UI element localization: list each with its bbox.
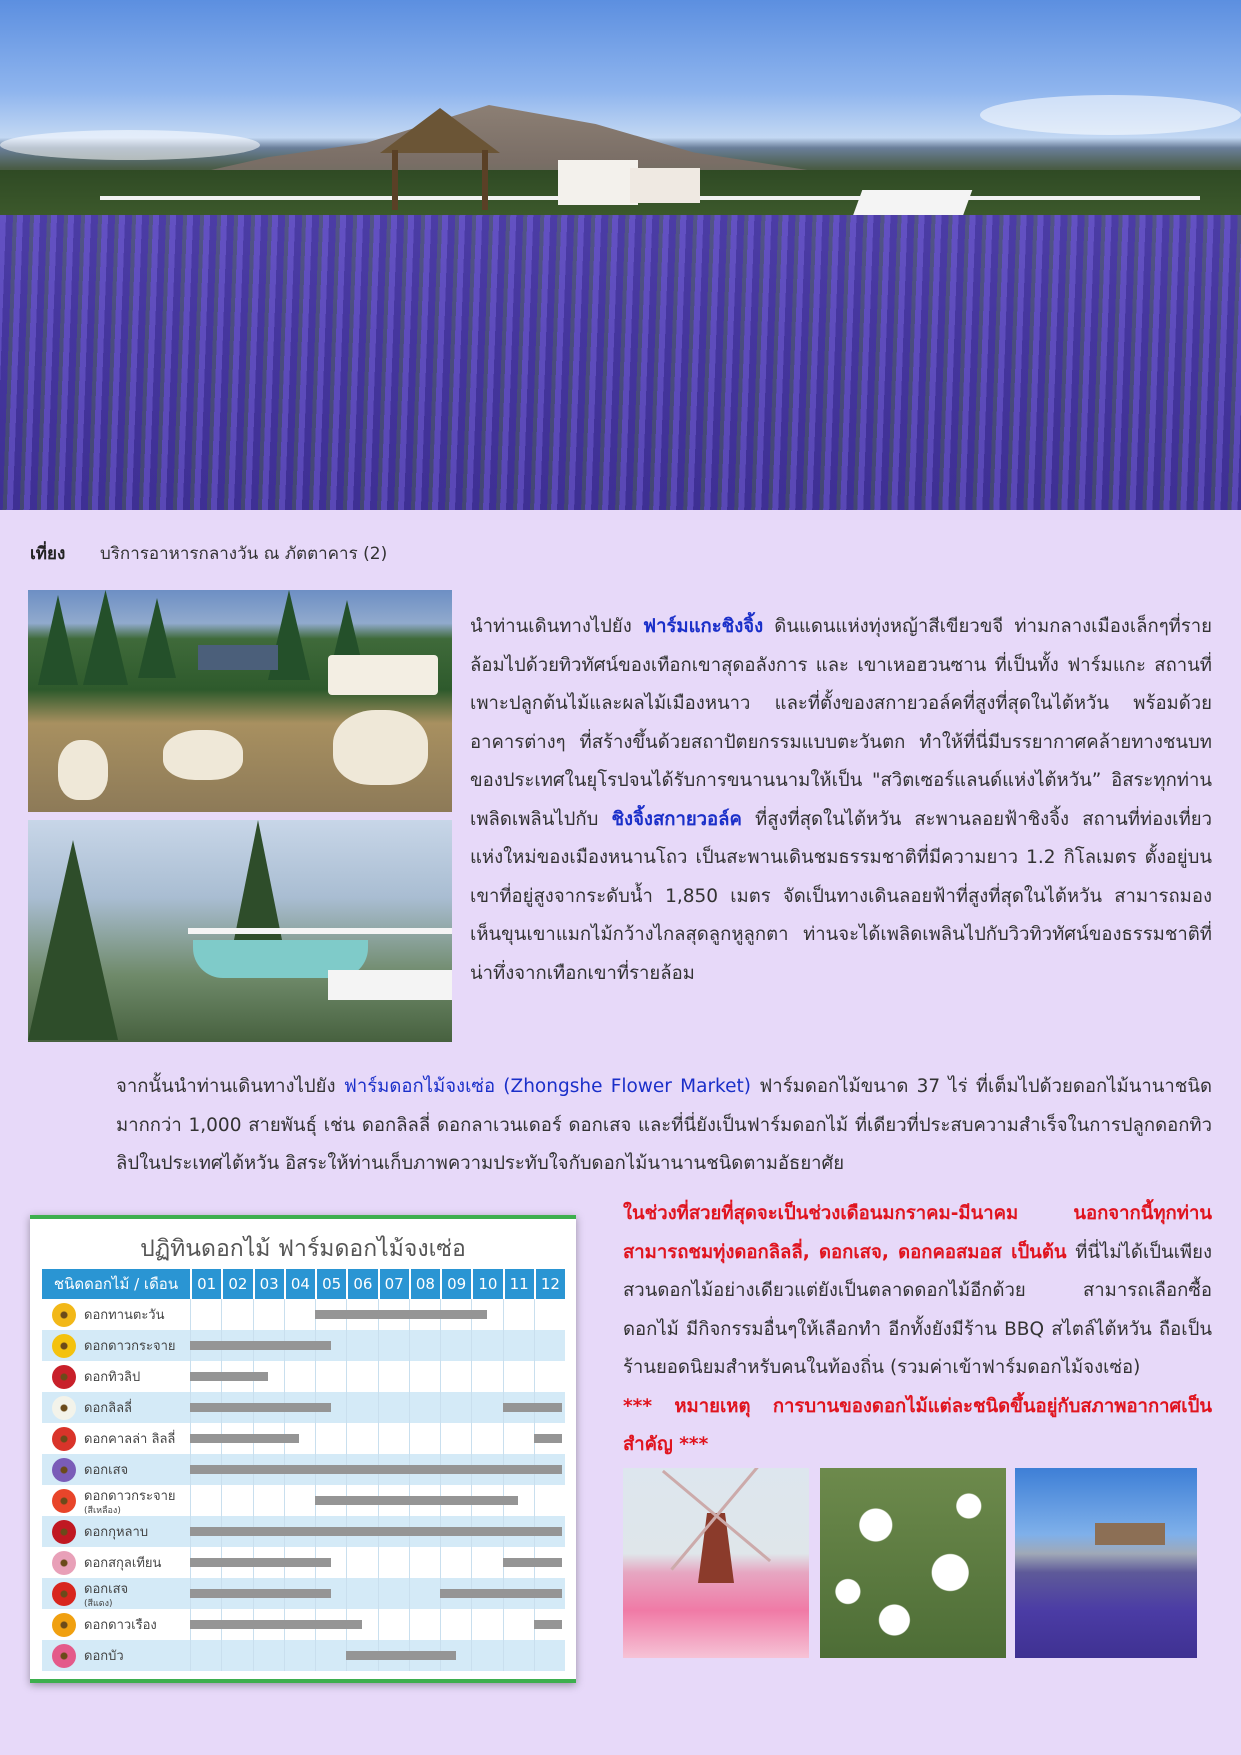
flower-name-label: ดอกทานตะวัน bbox=[84, 1308, 165, 1323]
flower-icon bbox=[52, 1458, 76, 1482]
month-cell bbox=[409, 1361, 440, 1392]
carousel bbox=[328, 655, 438, 695]
month-cells bbox=[190, 1392, 565, 1423]
windmill-lily-photo bbox=[623, 1468, 809, 1658]
month-cell bbox=[346, 1361, 377, 1392]
calendar-grid bbox=[42, 1269, 565, 1671]
bloom-bar bbox=[190, 1434, 299, 1443]
bloom-bar bbox=[534, 1620, 562, 1629]
paragraph-season bbox=[623, 1195, 1212, 1465]
month-cell bbox=[471, 1423, 502, 1454]
para1-text: ดินแดนแห่งทุ่งหญ้าสีเขียวขจี ท่ามกลางเมืองเล็กๆที่รายล้อมไปด้วยทิวทัศน์ของเทือกเขาสุดอลังการ และ เขาเหอฮวนซาน ที่เป็นทั้ง ฟาร์มแกะ สถานที่เพาะปลูกต้นไม้และผลไม้เมืองหนาว และที่ตั้งของสกายวอล์คที่สูงที่สุดในไต้หวัน พร้อมด้วยอาคารต่างๆ ที่สร้างขึ้นด้วยสถาปัตยกรรมแบบตะวันตก ทำให้ที่นี่มีบรรยากาศคล้ายทางชนบทของประเทศในยุโรปจนได้รับการขนานนามให้เป็น "สวิตเซอร์แลนด์แห่งไต้หวัน” อิสระทุกท่านเพลิดเพลินไปกับ bbox=[470, 616, 1212, 830]
pine-tree bbox=[28, 840, 118, 1040]
sheep bbox=[58, 740, 108, 800]
flower-icon bbox=[52, 1303, 76, 1327]
month-cell bbox=[409, 1423, 440, 1454]
bloom-bar bbox=[503, 1403, 562, 1412]
flower-name-label: ดอกทิวลิป bbox=[84, 1370, 141, 1385]
gazebo-post bbox=[392, 150, 398, 210]
white-house bbox=[630, 168, 700, 203]
month-cell bbox=[471, 1547, 502, 1578]
season-highlight: ในช่วงที่สวยที่สุดจะเป็นช่วงเดือนมกราคม-มีนาคม นอกจากนี้ทุกท่านสามารถชมทุ่งดอกลิลลี่, ดอกเสจ, ดอกคอสมอส เป็นต้น bbox=[623, 1203, 1212, 1263]
month-cell bbox=[440, 1609, 471, 1640]
month-cell bbox=[534, 1299, 565, 1330]
bloom-bar bbox=[190, 1558, 331, 1567]
windmill-blade bbox=[662, 1470, 718, 1517]
bloom-bar bbox=[190, 1465, 562, 1474]
month-cell bbox=[221, 1640, 252, 1671]
flower-name-label: ดอกสกุลเทียน bbox=[84, 1556, 162, 1571]
calendar-month-header: 07 bbox=[378, 1269, 409, 1299]
paragraph-flower-market bbox=[116, 1068, 1212, 1184]
calendar-row bbox=[42, 1423, 565, 1454]
month-cell bbox=[221, 1299, 252, 1330]
month-cells bbox=[190, 1578, 565, 1609]
sheep-farm-photo bbox=[28, 590, 452, 812]
month-cell bbox=[378, 1578, 409, 1609]
month-cell bbox=[534, 1361, 565, 1392]
month-cell bbox=[503, 1330, 534, 1361]
cloud bbox=[0, 130, 260, 160]
flower-name-sub: (สีเหลือง) bbox=[84, 1506, 121, 1516]
pine-tree bbox=[83, 590, 128, 685]
month-cells bbox=[190, 1330, 565, 1361]
month-cell bbox=[503, 1299, 534, 1330]
flower-name bbox=[42, 1609, 190, 1640]
lavender-flowers bbox=[0, 215, 1241, 510]
calendar-row bbox=[42, 1578, 565, 1609]
month-cell bbox=[346, 1330, 377, 1361]
month-cell bbox=[190, 1485, 221, 1516]
calendar-month-header: 12 bbox=[534, 1269, 565, 1299]
calendar-header-label: ชนิดดอกไม้ / เดือน bbox=[53, 1275, 179, 1293]
windmill-blade bbox=[715, 1468, 762, 1517]
month-cell bbox=[503, 1640, 534, 1671]
month-cells bbox=[190, 1299, 565, 1330]
bloom-bar bbox=[190, 1589, 331, 1598]
month-cells bbox=[190, 1547, 565, 1578]
month-cell bbox=[440, 1547, 471, 1578]
month-cell bbox=[440, 1361, 471, 1392]
month-cell bbox=[471, 1392, 502, 1423]
flower-icon bbox=[52, 1582, 76, 1606]
flower-name-label: ดอกเสจ bbox=[84, 1582, 129, 1597]
calendar-month-header: 10 bbox=[471, 1269, 502, 1299]
para1-text: นำท่านเดินทางไปยัง bbox=[470, 616, 643, 637]
calendar-month-header: 11 bbox=[503, 1269, 534, 1299]
month-cell bbox=[378, 1361, 409, 1392]
bloom-bar bbox=[190, 1527, 562, 1536]
month-cell bbox=[378, 1547, 409, 1578]
month-cell bbox=[315, 1423, 346, 1454]
bloom-bar bbox=[190, 1620, 362, 1629]
month-cell bbox=[190, 1299, 221, 1330]
flower-icon bbox=[52, 1334, 76, 1358]
calendar-title: ปฏิทินดอกไม้ ฟาร์มดอกไม้จงเซ่อ bbox=[140, 1236, 466, 1262]
flower-name bbox=[42, 1516, 190, 1547]
flower-name bbox=[42, 1330, 190, 1361]
calendar-row bbox=[42, 1392, 565, 1423]
month-cell bbox=[221, 1485, 252, 1516]
flower-name bbox=[42, 1578, 190, 1609]
bloom-bar bbox=[346, 1651, 455, 1660]
month-cell bbox=[503, 1423, 534, 1454]
sheep bbox=[163, 730, 243, 780]
calendar-row bbox=[42, 1640, 565, 1671]
month-cell bbox=[284, 1485, 315, 1516]
month-cell bbox=[253, 1299, 284, 1330]
bloom-bar bbox=[534, 1434, 562, 1443]
calendar-month-header: 08 bbox=[409, 1269, 440, 1299]
calendar-month-header: 03 bbox=[253, 1269, 284, 1299]
bloom-bar bbox=[190, 1372, 268, 1381]
calendar-month-header: 01 bbox=[190, 1269, 221, 1299]
calendar-month-header: 09 bbox=[440, 1269, 471, 1299]
month-cell bbox=[315, 1361, 346, 1392]
month-cells bbox=[190, 1423, 565, 1454]
flower-name bbox=[42, 1361, 190, 1392]
lunch-label: เที่ยง bbox=[30, 544, 66, 564]
month-cell bbox=[440, 1392, 471, 1423]
flower-name bbox=[42, 1299, 190, 1330]
skywalk-walkway bbox=[328, 970, 452, 1000]
white-cosmos-photo bbox=[820, 1468, 1006, 1658]
flower-name-label: ดอกบัว bbox=[84, 1649, 124, 1664]
flower-name bbox=[42, 1640, 190, 1671]
building-roof bbox=[198, 645, 278, 670]
flower-name bbox=[42, 1423, 190, 1454]
bloom-bar bbox=[190, 1403, 331, 1412]
flower-name-label: ดอกคาลล่า ลิลลี่ bbox=[84, 1432, 176, 1447]
calendar-row bbox=[42, 1516, 565, 1547]
month-cell bbox=[409, 1330, 440, 1361]
skywalk-photo bbox=[28, 820, 452, 1042]
calendar-month-header: 02 bbox=[221, 1269, 252, 1299]
month-cell bbox=[409, 1547, 440, 1578]
month-cell bbox=[378, 1392, 409, 1423]
gazebo-post bbox=[482, 150, 488, 210]
month-cell bbox=[253, 1640, 284, 1671]
month-cells bbox=[190, 1361, 565, 1392]
month-cell bbox=[346, 1392, 377, 1423]
month-cell bbox=[471, 1609, 502, 1640]
calendar-month-header: 04 bbox=[284, 1269, 315, 1299]
salvia-field-photo bbox=[1015, 1468, 1197, 1658]
month-cell bbox=[346, 1423, 377, 1454]
para3-text: ที่นี่ไม่ได้เป็นเพียงสวนดอกไม้อย่างเดียวแต่ยังเป็นตลาดดอกไม้อีกด้วย สามารถเลือกซื้อดอกไม้ มีกิจกรรมอื่นๆให้เลือกทำ อีกทั้งยังมีร้าน BBQ สไตล์ไต้หวัน ถือเป็นร้านยอดนิยมสำหรับคนในท้องถิ่น (รวมค่าเข้าฟาร์มดอกไม้จงเซ่อ) bbox=[623, 1241, 1212, 1378]
month-cell bbox=[378, 1330, 409, 1361]
flower-name bbox=[42, 1392, 190, 1423]
month-cell bbox=[409, 1578, 440, 1609]
calendar-row bbox=[42, 1547, 565, 1578]
skywalk-railing bbox=[188, 928, 452, 934]
month-cell bbox=[534, 1640, 565, 1671]
month-cell bbox=[409, 1609, 440, 1640]
pine-tree bbox=[38, 595, 78, 685]
month-cell bbox=[284, 1299, 315, 1330]
bloom-bar bbox=[315, 1310, 487, 1319]
flower-name bbox=[42, 1454, 190, 1485]
month-cell bbox=[284, 1640, 315, 1671]
flower-icon bbox=[52, 1644, 76, 1668]
hero-lavender-field-photo bbox=[0, 0, 1241, 510]
bloom-bar bbox=[440, 1589, 562, 1598]
sheep-farm-highlight: ฟาร์มแกะชิงจิ้ง bbox=[642, 616, 764, 637]
flower-icon bbox=[52, 1427, 76, 1451]
calendar-row bbox=[42, 1299, 565, 1330]
flower-icon bbox=[52, 1396, 76, 1420]
lunch-text: บริการอาหารกลางวัน ณ ภัตตาคาร (2) bbox=[100, 544, 388, 564]
flower-name-sub: (สีแดง) bbox=[84, 1599, 113, 1609]
flower-name-label: ดอกเสจ bbox=[84, 1463, 129, 1478]
white-house bbox=[558, 160, 638, 205]
flower-icon bbox=[52, 1520, 76, 1544]
flower-name-label: ดอกกุหลาบ bbox=[84, 1525, 149, 1540]
bloom-note: *** หมายเหตุ การบานของดอกไม้แต่ละชนิดขึ้นอยู่กับสภาพอากาศเป็นสำคัญ *** bbox=[623, 1395, 1212, 1455]
flower-name bbox=[42, 1485, 190, 1516]
month-cells bbox=[190, 1640, 565, 1671]
flower-icon bbox=[52, 1489, 76, 1513]
calendar-row bbox=[42, 1609, 565, 1640]
month-cell bbox=[471, 1640, 502, 1671]
calendar-row bbox=[42, 1361, 565, 1392]
month-cells bbox=[190, 1609, 565, 1640]
flower-name-label: ดอกลิลลี่ bbox=[84, 1401, 133, 1416]
month-cell bbox=[284, 1361, 315, 1392]
month-cell bbox=[253, 1485, 284, 1516]
cloud bbox=[980, 95, 1241, 135]
month-cell bbox=[346, 1547, 377, 1578]
paragraph-sheep-farm bbox=[470, 608, 1212, 993]
month-cell bbox=[190, 1640, 221, 1671]
sheep bbox=[333, 710, 428, 785]
month-cell bbox=[378, 1423, 409, 1454]
calendar-row bbox=[42, 1485, 565, 1516]
month-cells bbox=[190, 1485, 565, 1516]
month-cell bbox=[503, 1361, 534, 1392]
calendar-row bbox=[42, 1330, 565, 1361]
flower-icon bbox=[52, 1613, 76, 1637]
month-cell bbox=[471, 1361, 502, 1392]
flower-name bbox=[42, 1547, 190, 1578]
month-cells bbox=[190, 1516, 565, 1547]
month-cell bbox=[409, 1392, 440, 1423]
flower-market-highlight: ฟาร์มดอกไม้จงเซ่อ (Zhongshe Flower Market) bbox=[343, 1076, 751, 1097]
pine-tree bbox=[138, 598, 176, 678]
month-cell bbox=[471, 1330, 502, 1361]
month-cell bbox=[440, 1330, 471, 1361]
month-cell bbox=[534, 1330, 565, 1361]
month-cell bbox=[440, 1423, 471, 1454]
calendar-header bbox=[42, 1269, 565, 1299]
flower-name-label: ดอกดาวเรือง bbox=[84, 1618, 157, 1633]
month-cell bbox=[534, 1485, 565, 1516]
month-cell bbox=[503, 1609, 534, 1640]
skywalk-highlight: ชิงจิ้งสกายวอล์ค bbox=[611, 808, 742, 830]
para1-text: ที่สูงที่สุดในไต้หวัน สะพานลอยฟ้าชิงจิ้ง สถานที่ท่องเที่ยวแห่งใหม่ของเมืองหนานโถว เป็นสะพานเดินชมธรรมชาติที่มีความยาว 1.2 กิโลเมตร ตั้งอยู่บนเขาที่อยู่สูงจากระดับน้ำ 1,850 เมตร จัดเป็นทางเดินลอยฟ้าที่สูงที่สุดในไต้หวัน สามารถมองเห็นขุนเขาแมกไม้กว้างไกลสุดลูกหูลูกตา ท่านจะได้เพลิดเพลินไปกับวิวทิวทัศน์ของธรรมชาติที่น่าทึ่งจากเทือกเขาที่รายล้อม bbox=[470, 808, 1212, 984]
flower-icon bbox=[52, 1365, 76, 1389]
month-cell bbox=[378, 1609, 409, 1640]
calendar-month-header: 05 bbox=[315, 1269, 346, 1299]
flower-calendar bbox=[30, 1215, 576, 1683]
para2-text: จากนั้นนำท่านเดินทางไปยัง bbox=[116, 1076, 344, 1097]
bloom-bar bbox=[315, 1496, 518, 1505]
month-cell bbox=[315, 1640, 346, 1671]
calendar-month-header: 06 bbox=[346, 1269, 377, 1299]
bloom-bar bbox=[503, 1558, 562, 1567]
flower-icon bbox=[52, 1551, 76, 1575]
month-cells bbox=[190, 1454, 565, 1485]
flower-name-label: ดอกดาวกระจาย bbox=[84, 1489, 176, 1504]
para2-text: ฟาร์มดอกไม้ขนาด 37 ไร่ ที่เต็มไปด้วยดอกไม้นานาชนิดมากกว่า 1,000 สายพันธุ์ เช่น ดอกลิลลี่ ดอกลาเวนเดอร์ ดอกเสจ และที่นี่ยังเป็นฟาร์มดอกไม้ ที่เดียวที่ประสบความสำเร็จในการปลูกดอกทิวลิปในประเทศไต้หวัน อิสระให้ท่านเก็บภาพความประทับใจกับดอกไม้นานานชนิดตามอัธยาศัย bbox=[116, 1076, 1212, 1174]
bloom-bar bbox=[190, 1341, 331, 1350]
flower-name-label: ดอกดาวกระจาย bbox=[84, 1339, 176, 1354]
month-cell bbox=[346, 1578, 377, 1609]
building bbox=[1095, 1523, 1165, 1545]
calendar-row bbox=[42, 1454, 565, 1485]
